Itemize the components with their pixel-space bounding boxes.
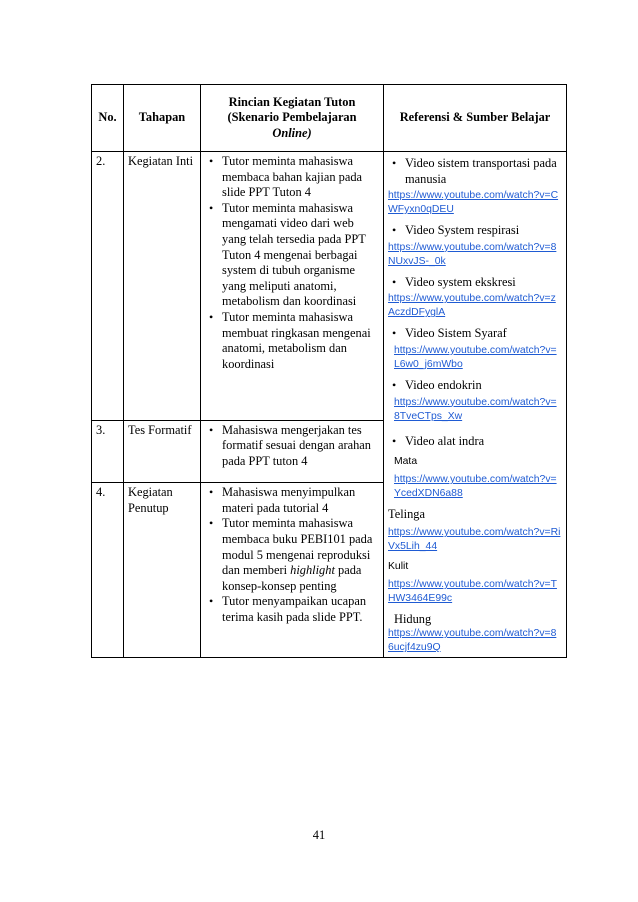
list-item: • Tutor meminta mahasiswa membuat ringkasan mengenai anatomi, metabolism dan koordinasi	[222, 310, 379, 372]
row-no: 3.	[92, 420, 124, 482]
row-rincian	[201, 152, 384, 421]
header-referensi: Referensi & Sumber Belajar	[384, 85, 567, 152]
ref-link[interactable]: https://www.youtube.com/watch?v=YcedXDN6a88	[394, 474, 557, 500]
ref-link[interactable]: https://www.youtube.com/watch?v=8NUxvJS-_0k	[388, 241, 557, 267]
ref-sublabel-kulit: Kulit	[388, 561, 409, 573]
ref-title: • Video Sistem Syaraf	[405, 326, 562, 342]
activity-table	[91, 84, 567, 658]
ref-link[interactable]: https://www.youtube.com/watch?v=86ucjf4zu9Q	[388, 628, 557, 654]
ref-title: • Video alat indra	[405, 434, 562, 450]
list-item-text: pada konsep-konsep penting	[222, 563, 362, 593]
ref-link[interactable]: https://www.youtube.com/watch?v=RiVx5Lih_44	[388, 527, 561, 553]
ref-link[interactable]: https://www.youtube.com/watch?v=CWFyxn0qDEU	[388, 190, 559, 216]
table-header-row	[92, 85, 567, 152]
header-rincian-text: Rincian Kegiatan Tuton (Skenario Pembelajaran	[227, 94, 357, 125]
referensi-cell	[384, 152, 567, 658]
ref-sublabel-hidung: Hidung	[394, 612, 432, 627]
ref-title: • Video system ekskresi	[405, 275, 562, 291]
list-item-text: Tutor meminta mahasiswa membaca buku PEBI101 pada modul 5 mengenai reproduksi dan memberi	[222, 516, 373, 578]
header-no: No.	[92, 85, 124, 152]
ref-sublabel-mata: Mata	[394, 456, 418, 468]
list-item	[222, 516, 379, 594]
header-rincian	[201, 85, 384, 152]
list-item: • Tutor menyampaikan ucapan terima kasih pada slide PPT.	[222, 594, 379, 625]
row-tahapan: Kegiatan Inti	[124, 152, 201, 421]
row-tahapan: Tes Formatif	[124, 420, 201, 482]
header-rincian-online: Online)	[272, 125, 312, 140]
list-item: • Mahasiswa menyimpulkan materi pada tutorial 4	[222, 485, 379, 516]
activity-table-container	[91, 84, 566, 658]
list-item: • Tutor meminta mahasiswa membaca bahan kajian pada slide PPT Tuton 4	[222, 154, 379, 201]
ref-link[interactable]: https://www.youtube.com/watch?v=L6w0_j6mWbo	[394, 344, 557, 370]
row-no: 2.	[92, 152, 124, 421]
row-no: 4.	[92, 483, 124, 658]
list-item: • Mahasiswa mengerjakan tes formatif sesuai dengan arahan pada PPT tuton 4	[222, 423, 379, 470]
ref-title: • Video sistem transportasi pada manusia	[405, 156, 562, 187]
ref-sublabel-telinga: Telinga	[388, 507, 425, 522]
row-tahapan: Kegiatan Penutup	[124, 483, 201, 658]
page-number: 41	[312, 828, 326, 842]
ref-title: • Video System respirasi	[405, 223, 562, 239]
header-tahapan: Tahapan	[124, 85, 201, 152]
ref-link[interactable]: https://www.youtube.com/watch?v=8TveCTps_Xw	[394, 396, 557, 422]
highlight-word: highlight	[290, 563, 335, 578]
ref-link[interactable]: https://www.youtube.com/watch?v=zAczdDFyglA	[388, 293, 556, 319]
row-rincian	[201, 483, 384, 658]
list-item: • Tutor meminta mahasiswa mengamati video dari web yang telah tersedia pada PPT Tuton 4 mengenai berbagai system di tubuh organisme yang meliputi anatomi, metabolism dan koordinasi	[222, 201, 379, 310]
table-row	[92, 152, 567, 421]
ref-title: • Video endokrin	[405, 378, 562, 394]
row-rincian	[201, 420, 384, 482]
ref-link[interactable]: https://www.youtube.com/watch?v=THW3464E99c	[388, 579, 557, 605]
